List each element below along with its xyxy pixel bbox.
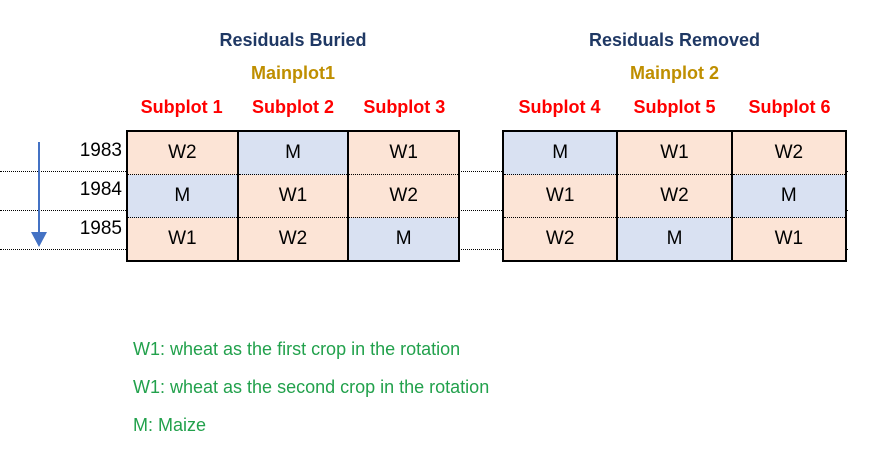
subplot-header-row [502, 97, 847, 118]
arrow-head [31, 232, 47, 247]
legend-entry-w1-first: W1: wheat as the first crop in the rotation [133, 339, 461, 359]
plot-cell: M [503, 131, 617, 175]
arrow-shaft [38, 142, 40, 233]
table-row [127, 175, 459, 218]
treatment-title: Residuals Buried [219, 30, 367, 50]
plot-cell: W1 [617, 131, 731, 175]
table-row [127, 218, 459, 262]
plot-cell: W2 [732, 131, 846, 175]
plot-cell: M [617, 218, 731, 262]
treatment-title: Residuals Removed [588, 30, 761, 50]
plot-cell: W1 [732, 218, 846, 262]
plot-cell: M [127, 175, 238, 218]
plot-cell: W2 [503, 218, 617, 262]
plot-cell: W1 [348, 131, 459, 175]
year-label: 1983 [79, 140, 122, 161]
table-row [503, 131, 846, 175]
subplot-title: Subplot 2 [251, 97, 334, 117]
subplot-title: Subplot 5 [633, 97, 716, 117]
year-label: 1985 [79, 218, 122, 239]
treatment-group-residuals-removed [502, 0, 847, 260]
plot-cell: W1 [503, 175, 617, 218]
subplot-title: Subplot 1 [140, 97, 223, 117]
timeline-arrow-icon [31, 142, 47, 248]
mainplot-title: Mainplot 2 [630, 63, 719, 83]
plot-cell: M [348, 218, 459, 262]
subplot-title: Subplot 6 [748, 97, 831, 117]
mainplot-title: Mainplot1 [251, 63, 335, 83]
legend-entry-w1-second: W1: wheat as the second crop in the rotation [133, 377, 490, 397]
subplot-header-row [126, 97, 460, 118]
plot-cell: W2 [617, 175, 731, 218]
legend-entry-maize: M: Maize [133, 415, 207, 435]
rotation-table-mainplot2 [502, 130, 847, 262]
plot-cell: W1 [238, 175, 349, 218]
plot-cell: M [732, 175, 846, 218]
plot-cell: W1 [127, 218, 238, 262]
plot-cell: W2 [238, 218, 349, 262]
table-row [503, 175, 846, 218]
table-row [503, 218, 846, 262]
plot-cell: M [238, 131, 349, 175]
plot-cell: W2 [127, 131, 238, 175]
legend [133, 339, 489, 453]
treatment-group-residuals-buried [126, 0, 460, 260]
subplot-title: Subplot 4 [518, 97, 601, 117]
year-label: 1984 [79, 179, 122, 200]
plot-cell: W2 [348, 175, 459, 218]
rotation-table-mainplot1 [126, 130, 460, 262]
subplot-title: Subplot 3 [363, 97, 446, 117]
table-row [127, 131, 459, 175]
